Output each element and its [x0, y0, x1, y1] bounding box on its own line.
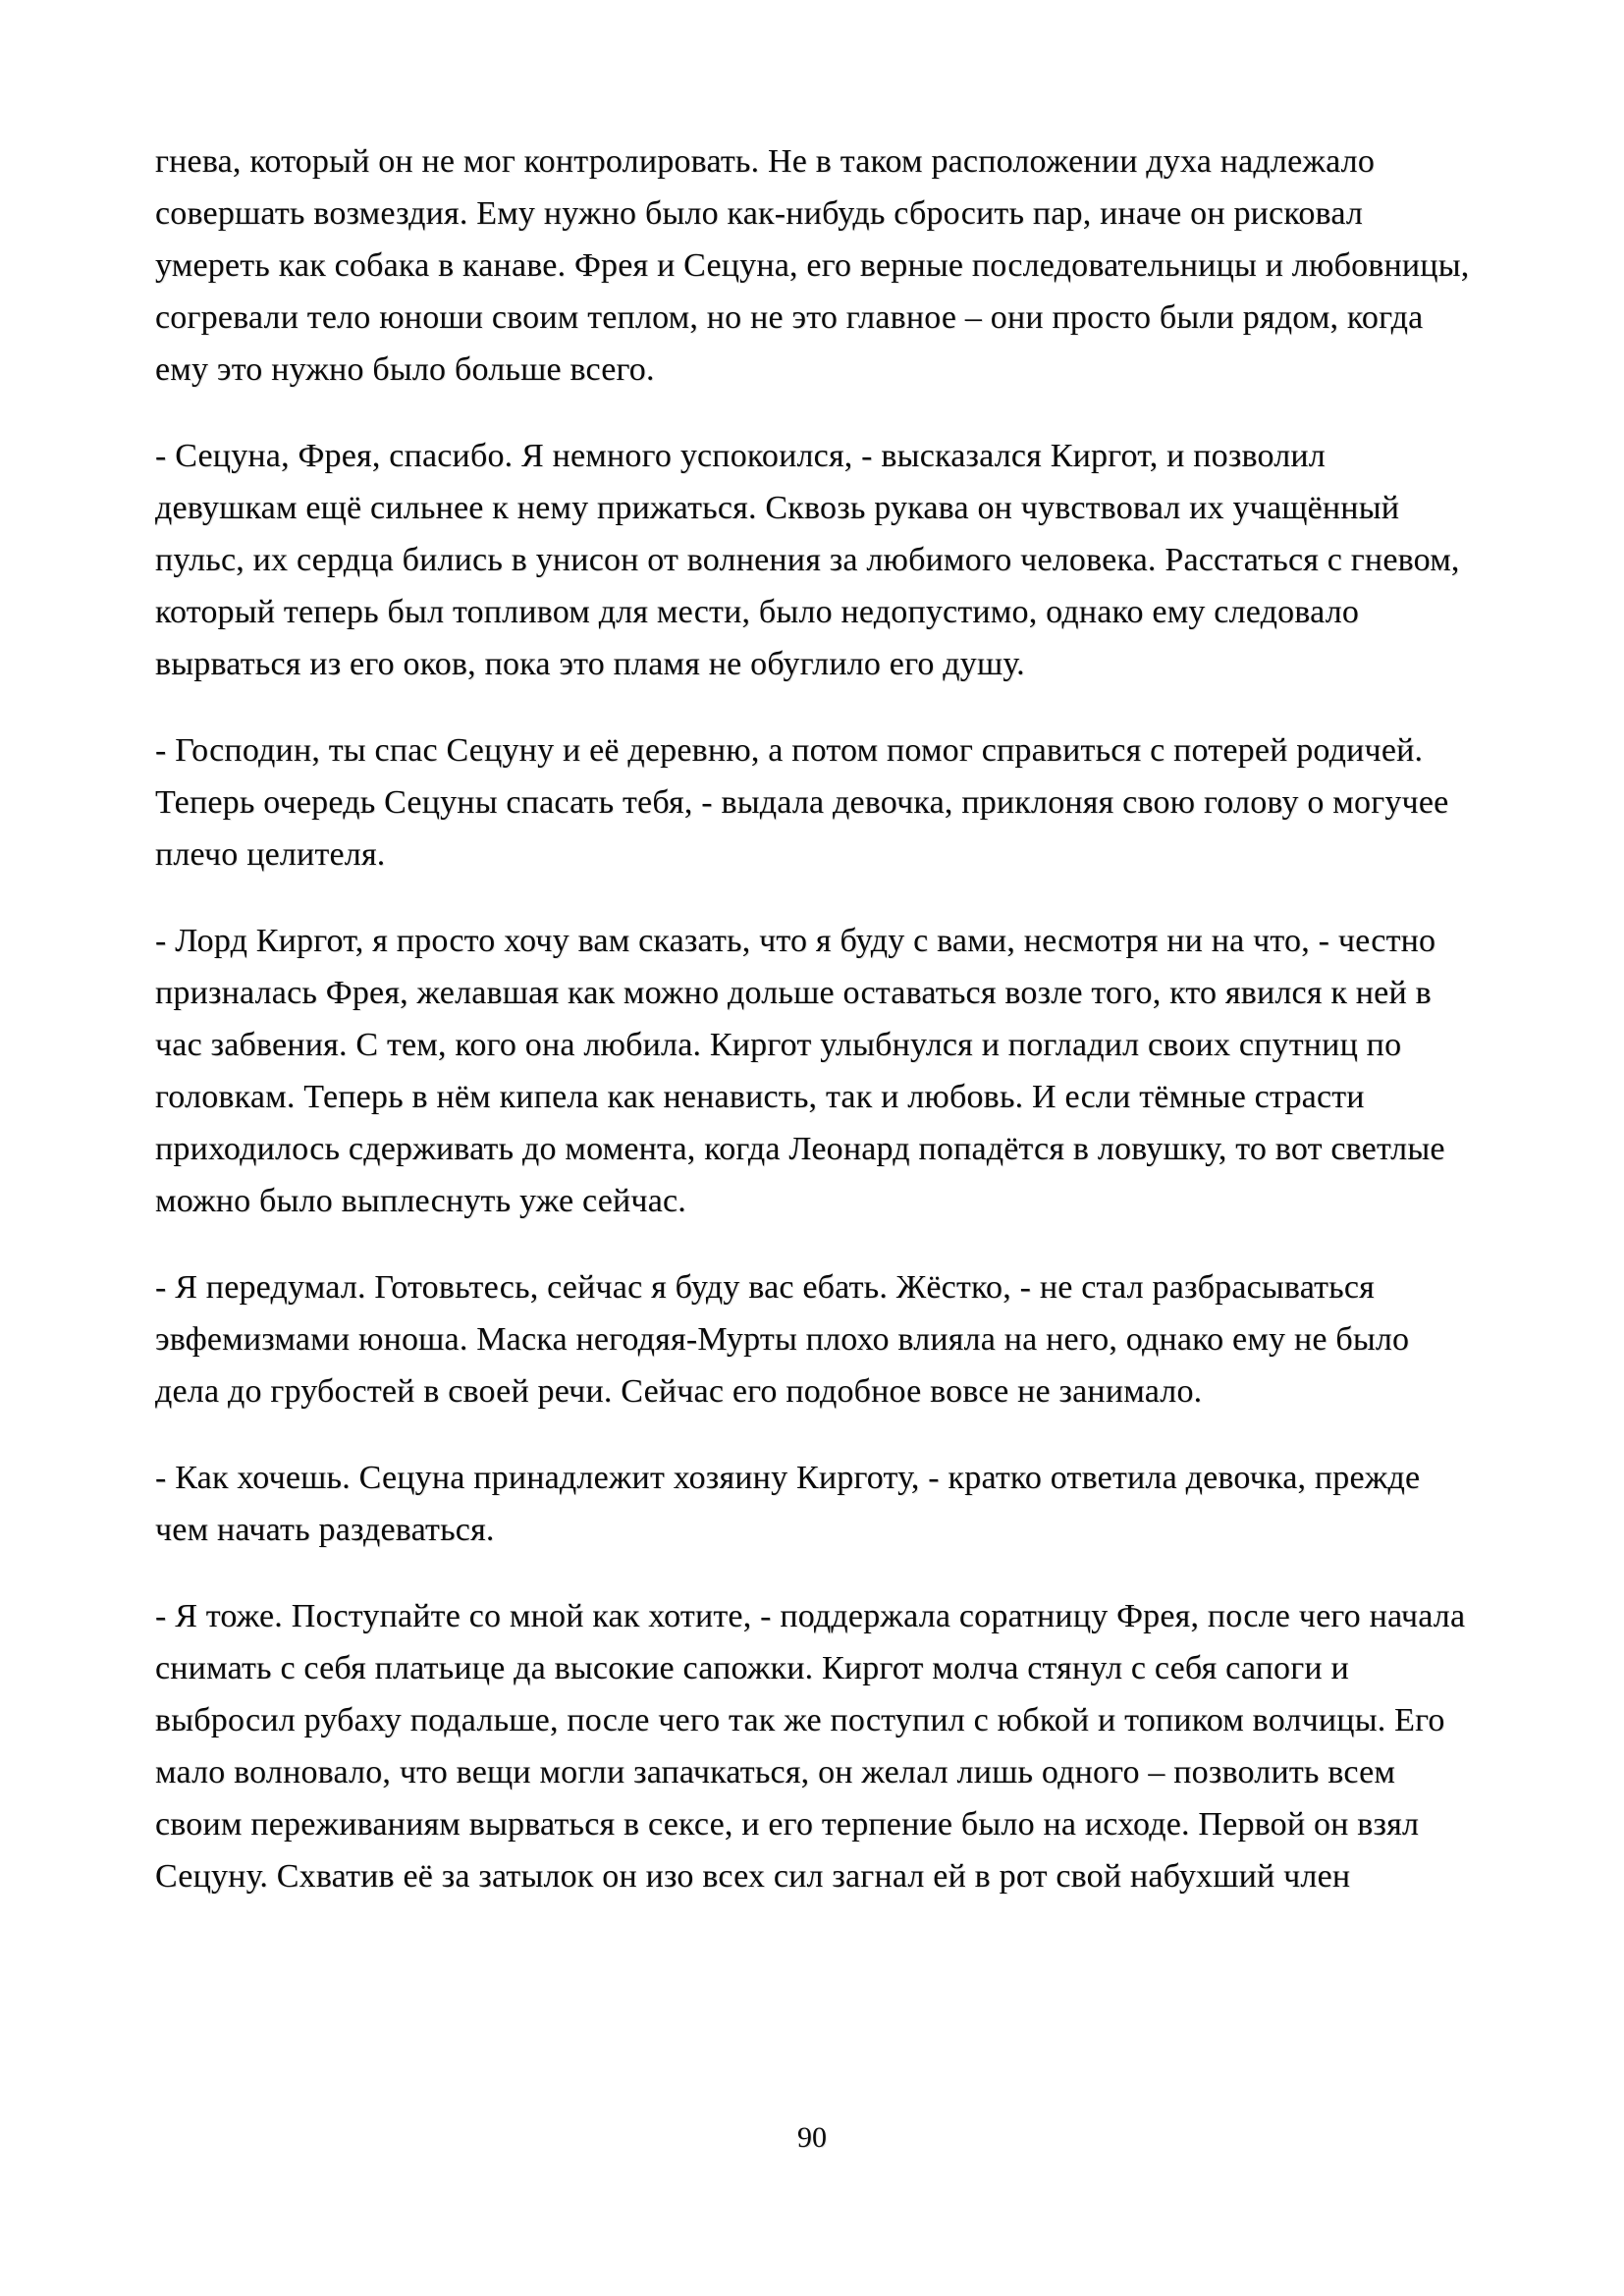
paragraph-3: - Господин, ты спас Сецуну и её деревню, а потом помог справиться с потерей родичей. Теперь очередь Сецуны спасать тебя, - выдала девочка, приклоняя свою голову о могучее плечо целителя. — [155, 732, 1449, 873]
paragraph-5: - Я передумал. Готовьтесь, сейчас я буду вас ебать. Жёстко, - не стал разбрасываться эвфемизмами юноша. Маска негодяя-Мурты плохо влияла на него, однако ему не было дела до грубостей в своей речи. Сейчас его подобное вовсе не занимало. — [155, 1269, 1410, 1410]
paragraph-1: гнева, который он не мог контролировать. Не в таком расположении духа надлежало совершать возмездия. Ему нужно было как-нибудь сбросить пар, иначе он рисковал умереть как собака в канаве. Фрея и Сецуна, его верные последовательницы и любовницы, согревали тело юноши своим теплом, но не это главное – они просто были рядом, когда ему это нужно было больше всего. — [155, 143, 1470, 388]
paragraph-2: - Сецуна, Фрея, спасибо. Я немного успокоился, - высказался Киргот, и позволил девушкам ещё сильнее к нему прижаться. Сквозь рукава он чувствовал их учащённый пульс, их сердца бились в унисон от волнения за любимого человека. Расстаться с гневом, который теперь был топливом для мести, было недопустимо, однако ему следовало вырваться из его оков, пока это пламя не обуглило его душу. — [155, 438, 1460, 682]
paragraph-6: - Как хочешь. Сецуна принадлежит хозяину Кирготу, - кратко ответила девочка, прежде чем начать раздеваться. — [155, 1460, 1421, 1548]
page-number: 90 — [797, 2121, 827, 2154]
text-block — [155, 135, 1476, 1937]
paragraph-4: - Лорд Киргот, я просто хочу вам сказать, что я буду с вами, несмотря ни на что, - честно призналась Фрея, желавшая как можно дольше оставаться возле того, кто явился к ней в час забвения. С тем, кого она любила. Киргот улыбнулся и погладил своих спутниц по головкам. Теперь в нём кипела как ненависть, так и любовь. И если тёмные страсти приходилось сдерживать до момента, когда Леонард попадётся в ловушку, то вот светлые можно было выплеснуть уже сейчас. — [155, 923, 1445, 1219]
paragraph-7: - Я тоже. Поступайте со мной как хотите, - поддержала соратницу Фрея, после чего начала снимать с себя платьице да высокие сапожки. Киргот молча стянул с себя сапоги и выбросил рубаху подальше, после чего так же поступил с юбкой и топиком волчицы. Его мало волновало, что вещи могли запачкаться, он желал лишь одного – позволить всем своим переживаниям вырваться в сексе, и его терпение было на исходе. Первой он взял Сецуну. Схватив её за затылок он изо всех сил загнал ей в рот свой набухший член — [155, 1598, 1466, 1895]
